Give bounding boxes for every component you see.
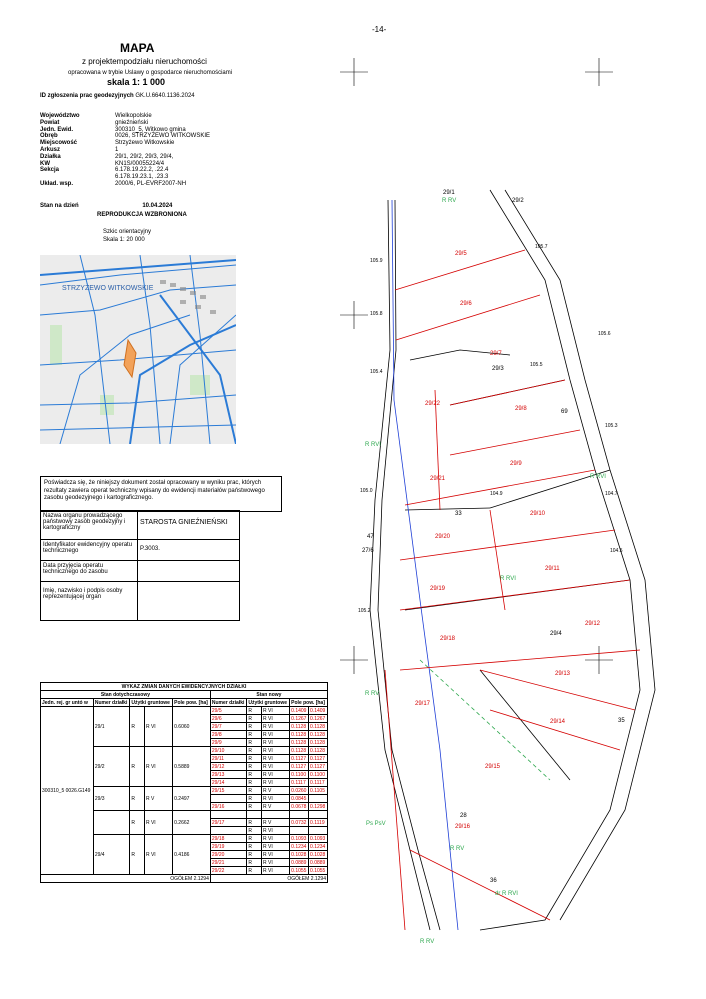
map-soil-label: R RV (420, 939, 435, 945)
new-klasa: R VI (262, 867, 290, 875)
table-row (41, 707, 328, 715)
new-klasa: R VI (262, 715, 290, 723)
new-area-total: 0.1267 (309, 715, 328, 723)
meta-value: 6.178.19.23.1, .23.3 (115, 174, 169, 181)
map-height-label: 105.4 (370, 369, 383, 375)
map-height-label: 104.7 (605, 491, 618, 497)
map-height-label: 105.6 (598, 331, 611, 337)
new-area: 0.1127 (290, 763, 309, 771)
map-soil-label: R RVI (500, 576, 516, 582)
date-line (40, 203, 172, 209)
new-area: 0.1128 (290, 747, 309, 755)
new-area-total: 0.1298 (309, 803, 328, 811)
new-klasa: R VI (262, 835, 290, 843)
map-parcel-new-label: 29/22 (425, 401, 441, 407)
new-parcel-num: 29/22 (210, 867, 247, 875)
new-area: 0.1409 (290, 707, 309, 715)
map-parcel-new-label: 29/17 (415, 701, 431, 707)
meta-row (40, 161, 164, 167)
new-ofu: R (247, 715, 262, 723)
sketch-label: Szkic orientacyjny (103, 229, 152, 235)
meta-value: 300310_5, Witkowo gmina (115, 126, 186, 133)
new-klasa: R VI (262, 747, 290, 755)
new-area-total: 0.1128 (309, 747, 328, 755)
total-old: OGÓŁEM 2.1294 (41, 875, 211, 883)
meta-row (40, 154, 173, 160)
new-area: 0.0732 (290, 819, 309, 827)
new-ofu: R (247, 827, 262, 835)
header-area: Pole pow. [ha] (173, 699, 211, 707)
new-area: 0.1100 (290, 771, 309, 779)
old-parcel-num: 29/4 (93, 835, 130, 875)
old-parcel-num: 29/2 (93, 747, 130, 787)
new-area (290, 811, 309, 819)
map-parcel-old-label: 29/1 (443, 190, 455, 196)
map-parcel-new-label: 29/19 (430, 586, 446, 592)
map-height-label: 105.3 (605, 423, 618, 429)
new-klasa: R VI (262, 731, 290, 739)
map-parcel-old-label: 47 (367, 534, 374, 540)
new-parcel-num: 29/17 (210, 819, 247, 827)
cert-value-date (137, 560, 240, 582)
reproduction-note: REPRODUKCJA WZBRONIONA (97, 212, 187, 218)
map-parcel-new-label: 29/6 (460, 301, 472, 307)
certification-text: Poświadcza się, że niniejszy dokument został opracowany w wyniku prac, których rezultaty zawiera operat techniczny wpisany do ewidencji materiałów państwowego zasobu geodezyjnego i kartograficznego. (44, 480, 265, 501)
map-parcel-old-label: 29/2 (512, 198, 524, 204)
new-area-total: 0.1128 (309, 731, 328, 739)
header-old: Stan dotychczasowy (41, 691, 211, 699)
cert-key-organ: Nazwa organu prowadzącego państwowy zasób geodezyjny i kartograficzny (40, 510, 138, 540)
map-soil-label: R RV (450, 846, 465, 852)
old-area: 0.5889 (173, 747, 211, 787)
cert-key-operat: Identyfikator ewidencyjny operatu technicznego (40, 539, 138, 561)
new-area-total: 0.1127 (309, 763, 328, 771)
new-klasa: R VI (262, 859, 290, 867)
map-scale: skala 1: 1 000 (107, 77, 166, 87)
meta-key: Obręb (40, 133, 58, 140)
meta-key: Województwo (40, 113, 80, 119)
meta-key: KW (40, 160, 50, 167)
id-line (40, 93, 195, 99)
meta-key: Układ. wsp. (40, 181, 74, 187)
old-ofu: R (130, 787, 145, 811)
map-soil-label: dr R RVI (495, 891, 518, 897)
header-uz-new: Użytki gruntowe (247, 699, 290, 707)
new-area-total: 0.1127 (309, 755, 328, 763)
new-parcel-num: 29/6 (210, 715, 247, 723)
new-area: 0.1128 (290, 731, 309, 739)
total-new: OGÓŁEM 2.1294 (210, 875, 327, 883)
new-area: 0.1267 (290, 715, 309, 723)
meta-key: Arkusz (40, 147, 61, 153)
new-ofu: R (247, 755, 262, 763)
header-num: Numer działki (93, 699, 130, 707)
map-height-label: 105.7 (535, 244, 548, 250)
meta-key: Miejscowość (40, 140, 78, 147)
new-area: 0.0889 (290, 859, 309, 867)
table-row (41, 699, 328, 707)
old-klasa: R VI (144, 811, 172, 835)
new-parcel-num: 29/20 (210, 851, 247, 859)
map-parcel-new-label: 29/8 (515, 406, 527, 412)
map-height-label: 105.8 (370, 311, 383, 317)
cert-key-signature: Imię, nazwisko i podpis osoby reprezentującej organ (40, 581, 138, 621)
new-klasa (262, 811, 290, 819)
meta-row (40, 174, 168, 180)
meta-value: Strzyżewo Witkowskie (115, 140, 175, 147)
map-parcel-new-label: 29/16 (455, 824, 471, 830)
meta-row (40, 113, 152, 119)
meta-value: Wielkopolskie (115, 113, 152, 119)
new-area-total: 0.1055 (309, 867, 328, 875)
map-parcel-new-label: 29/5 (455, 251, 467, 257)
meta-row (40, 181, 186, 187)
cert-key-date: Data przyjęcia operatu technicznego do zasobu (40, 560, 138, 582)
map-parcel-new-label: 29/21 (430, 476, 446, 482)
new-area-total: 0.1119 (309, 819, 328, 827)
new-ofu: R (247, 819, 262, 827)
new-area-total: 0.1100 (309, 771, 328, 779)
new-ofu: R (247, 787, 262, 795)
meta-value: KN1S/00055224/4 (115, 160, 165, 167)
table-row (41, 875, 328, 883)
map-parcel-new-label: 29/12 (585, 621, 601, 627)
blue-boundary-line (392, 200, 458, 930)
old-ofu: R (130, 835, 145, 875)
old-klasa: R V (144, 787, 172, 811)
map-parcel-new-label: 29/15 (485, 764, 501, 770)
orientation-sketch (40, 255, 236, 444)
new-klasa: R VI (262, 739, 290, 747)
map-soil-label: R RV (365, 691, 380, 697)
meta-row (40, 167, 168, 173)
new-ofu: R (247, 795, 262, 803)
new-area: 0.1128 (290, 739, 309, 747)
new-area-total: 0.1028 (309, 851, 328, 859)
new-parcel-num: 29/19 (210, 843, 247, 851)
new-parcel-num: 29/8 (210, 731, 247, 739)
new-area-total (309, 795, 328, 803)
new-ofu: R (247, 859, 262, 867)
table-row (41, 683, 328, 691)
new-parcel-num (210, 795, 247, 803)
new-area-total: 0.1117 (309, 779, 328, 787)
id-value: GK.U.6640.1136.2024 (135, 93, 195, 99)
old-klasa: R VI (144, 747, 172, 787)
old-ofu: R (130, 811, 145, 835)
new-parcel-num (210, 827, 247, 835)
new-area-total (309, 827, 328, 835)
map-parcel-new-label: 29/20 (435, 534, 451, 540)
new-ofu: R (247, 835, 262, 843)
new-parcel-num: 29/15 (210, 787, 247, 795)
old-parcel-num: 29/3 (93, 787, 130, 811)
new-parcel-num: 29/12 (210, 763, 247, 771)
new-klasa: R VI (262, 707, 290, 715)
new-ofu: R (247, 779, 262, 787)
map-height-label: 104.9 (490, 491, 503, 497)
new-klasa: R VI (262, 843, 290, 851)
new-klasa: R VI (262, 851, 290, 859)
meta-key: Działka (40, 153, 61, 160)
table-title: WYKAZ ZMIAN DANYCH EWIDENCYJNYCH DZIAŁKI (41, 683, 328, 691)
new-area-total: 0.0889 (309, 859, 328, 867)
certification-text-box (40, 476, 282, 512)
old-parcel-num (93, 811, 130, 835)
map-parcel-new-label: 29/14 (550, 719, 566, 725)
parcel-map (330, 50, 706, 990)
new-area (290, 827, 309, 835)
new-parcel-num: 29/5 (210, 707, 247, 715)
old-area: 0.2497 (173, 787, 211, 811)
new-area-total: 0.1409 (309, 707, 328, 715)
new-ofu: R (247, 731, 262, 739)
cert-value-signature (137, 581, 240, 621)
meta-value: 29/1, 29/2, 29/3, 29/4, (115, 153, 174, 160)
meta-row (40, 140, 174, 146)
new-parcel-num: 29/9 (210, 739, 247, 747)
new-parcel-num: 29/10 (210, 747, 247, 755)
new-ofu: R (247, 803, 262, 811)
header-num-new: Numer działki (210, 699, 247, 707)
new-parcel-num: 29/7 (210, 723, 247, 731)
meta-key: Jedn. Ewid. (40, 126, 74, 133)
meta-value: 6.178.19.22.2, .22.4 (115, 167, 169, 174)
sketch-place: STRZYŻEWO WITKOWSKIE (62, 285, 154, 292)
new-ofu: R (247, 843, 262, 851)
map-soil-label: R RV (442, 198, 457, 204)
map-parcel-new-label: 29/10 (530, 511, 546, 517)
meta-row (40, 127, 186, 133)
new-ofu: R (247, 771, 262, 779)
map-parcel-new-label: 29/7 (490, 351, 502, 357)
map-parcel-new-label: 29/11 (545, 566, 560, 572)
map-parcel-old-label: 69 (561, 409, 568, 415)
date-value: 10.04.2024 (142, 203, 173, 209)
new-ofu (247, 811, 262, 819)
map-parcel-old-label: 35 (618, 718, 625, 724)
new-klasa: R V (262, 819, 290, 827)
new-klasa: R VI (262, 827, 290, 835)
map-parcel-old-label: 29/3 (492, 366, 504, 372)
map-parcel-new-label: 29/9 (510, 461, 522, 467)
new-ofu: R (247, 739, 262, 747)
map-height-label: 105.9 (370, 258, 383, 264)
date-label: Stan na dzień (40, 203, 79, 209)
meta-value: 0026, STRZYŻEWO WITKOWSKIE (115, 133, 211, 140)
meta-value: gnieźnieński (115, 119, 149, 126)
new-area-total (309, 811, 328, 819)
new-area: 0.0845 (290, 795, 309, 803)
new-area-total: 0.1234 (309, 843, 328, 851)
meta-value: 2000/6, PL-EVRF2007-NH (115, 181, 187, 187)
new-parcel-num: 29/14 (210, 779, 247, 787)
map-parcel-old-label: 36 (490, 878, 497, 884)
map-note: opracowana w trybie Uslawy o gospodarce nieruchomościami (68, 70, 233, 76)
new-area: 0.1234 (290, 843, 309, 851)
new-area: 0.0678 (290, 803, 309, 811)
new-area: 0.1028 (290, 851, 309, 859)
map-soil-label: R RVI (590, 474, 606, 480)
sketch-map-image (40, 255, 236, 444)
new-ofu: R (247, 747, 262, 755)
new-ofu: R (247, 763, 262, 771)
new-area-total: 0.1128 (309, 739, 328, 747)
old-ofu: R (130, 707, 145, 747)
old-ofu: R (130, 747, 145, 787)
new-ofu: R (247, 707, 262, 715)
meta-row (40, 147, 118, 153)
header-new: Stan nowy (210, 691, 327, 699)
header-uz: Użytki gruntowe (130, 699, 173, 707)
new-klasa: R VI (262, 755, 290, 763)
map-title: MAPA (120, 41, 155, 55)
new-parcel-num: 29/21 (210, 859, 247, 867)
new-klasa: R VI (262, 763, 290, 771)
old-klasa: R VI (144, 835, 172, 875)
new-area: 0.1127 (290, 755, 309, 763)
meta-row (40, 120, 148, 126)
map-height-label: 105.5 (530, 362, 543, 368)
new-ofu: R (247, 851, 262, 859)
map-soil-label: Ps PsV (366, 821, 386, 827)
meta-value: 1 (115, 147, 119, 153)
new-area: 0.1128 (290, 723, 309, 731)
old-area: 0.6060 (173, 707, 211, 747)
new-area: 0.0260 (290, 787, 309, 795)
new-area: 0.1093 (290, 835, 309, 843)
cert-value-operat: P.3003. (137, 539, 240, 561)
old-klasa: R VI (144, 707, 172, 747)
new-klasa: R VI (262, 795, 290, 803)
evidence-change-table (40, 682, 328, 883)
meta-key: Sekcja (40, 167, 60, 174)
cert-value-organ: STAROSTA GNIEŹNIEŃSKI (137, 510, 240, 540)
old-area: 0.2662 (173, 811, 211, 835)
new-area: 0.1055 (290, 867, 309, 875)
map-soil-label: R RVI (365, 442, 381, 448)
map-height-label: 105.2 (358, 608, 371, 614)
new-parcel-num: 29/13 (210, 771, 247, 779)
new-area: 0.1117 (290, 779, 309, 787)
header-unit: Jedn. rej. gr untó w (41, 699, 94, 707)
map-parcel-old-label: 27/6 (362, 548, 374, 554)
sketch-scale: Skala 1: 20 000 (103, 237, 145, 243)
map-height-label: 104.5 (610, 548, 623, 554)
new-klasa: R VI (262, 723, 290, 731)
new-klasa: R V (262, 803, 290, 811)
new-area-total: 0.1093 (309, 835, 328, 843)
map-parcel-old-label: 29/4 (550, 631, 562, 637)
old-parcel-num: 29/1 (93, 707, 130, 747)
unit-value: 300310_5 0026.G149 (41, 707, 94, 875)
map-parcel-old-label: 28 (460, 813, 467, 819)
new-parcel-num: 29/11 (210, 755, 247, 763)
map-parcel-old-label: 33 (455, 511, 462, 517)
new-klasa: R VI (262, 771, 290, 779)
new-area-total: 0.1105 (309, 787, 328, 795)
meta-row (40, 133, 210, 139)
new-area-total: 0.1128 (309, 723, 328, 731)
map-height-label: 105.0 (360, 488, 373, 494)
new-ofu: R (247, 867, 262, 875)
table-row (41, 691, 328, 699)
map-subtitle: z projektempodziału nieruchomości (82, 57, 207, 66)
new-parcel-num: 29/18 (210, 835, 247, 843)
new-parcel-num (210, 811, 247, 819)
new-klasa: R V (262, 787, 290, 795)
new-parcel-num: 29/16 (210, 803, 247, 811)
header-area-new: Pole pow. [ha] (290, 699, 328, 707)
old-area: 0.4186 (173, 835, 211, 875)
id-label: ID zgłoszenia prac geodezyjnych (40, 93, 134, 99)
page-number: -14- (372, 25, 387, 34)
new-klasa: R VI (262, 779, 290, 787)
new-ofu: R (247, 723, 262, 731)
map-parcel-new-label: 29/18 (440, 636, 456, 642)
meta-key: Powiat (40, 119, 60, 126)
map-parcel-new-label: 29/13 (555, 671, 571, 677)
